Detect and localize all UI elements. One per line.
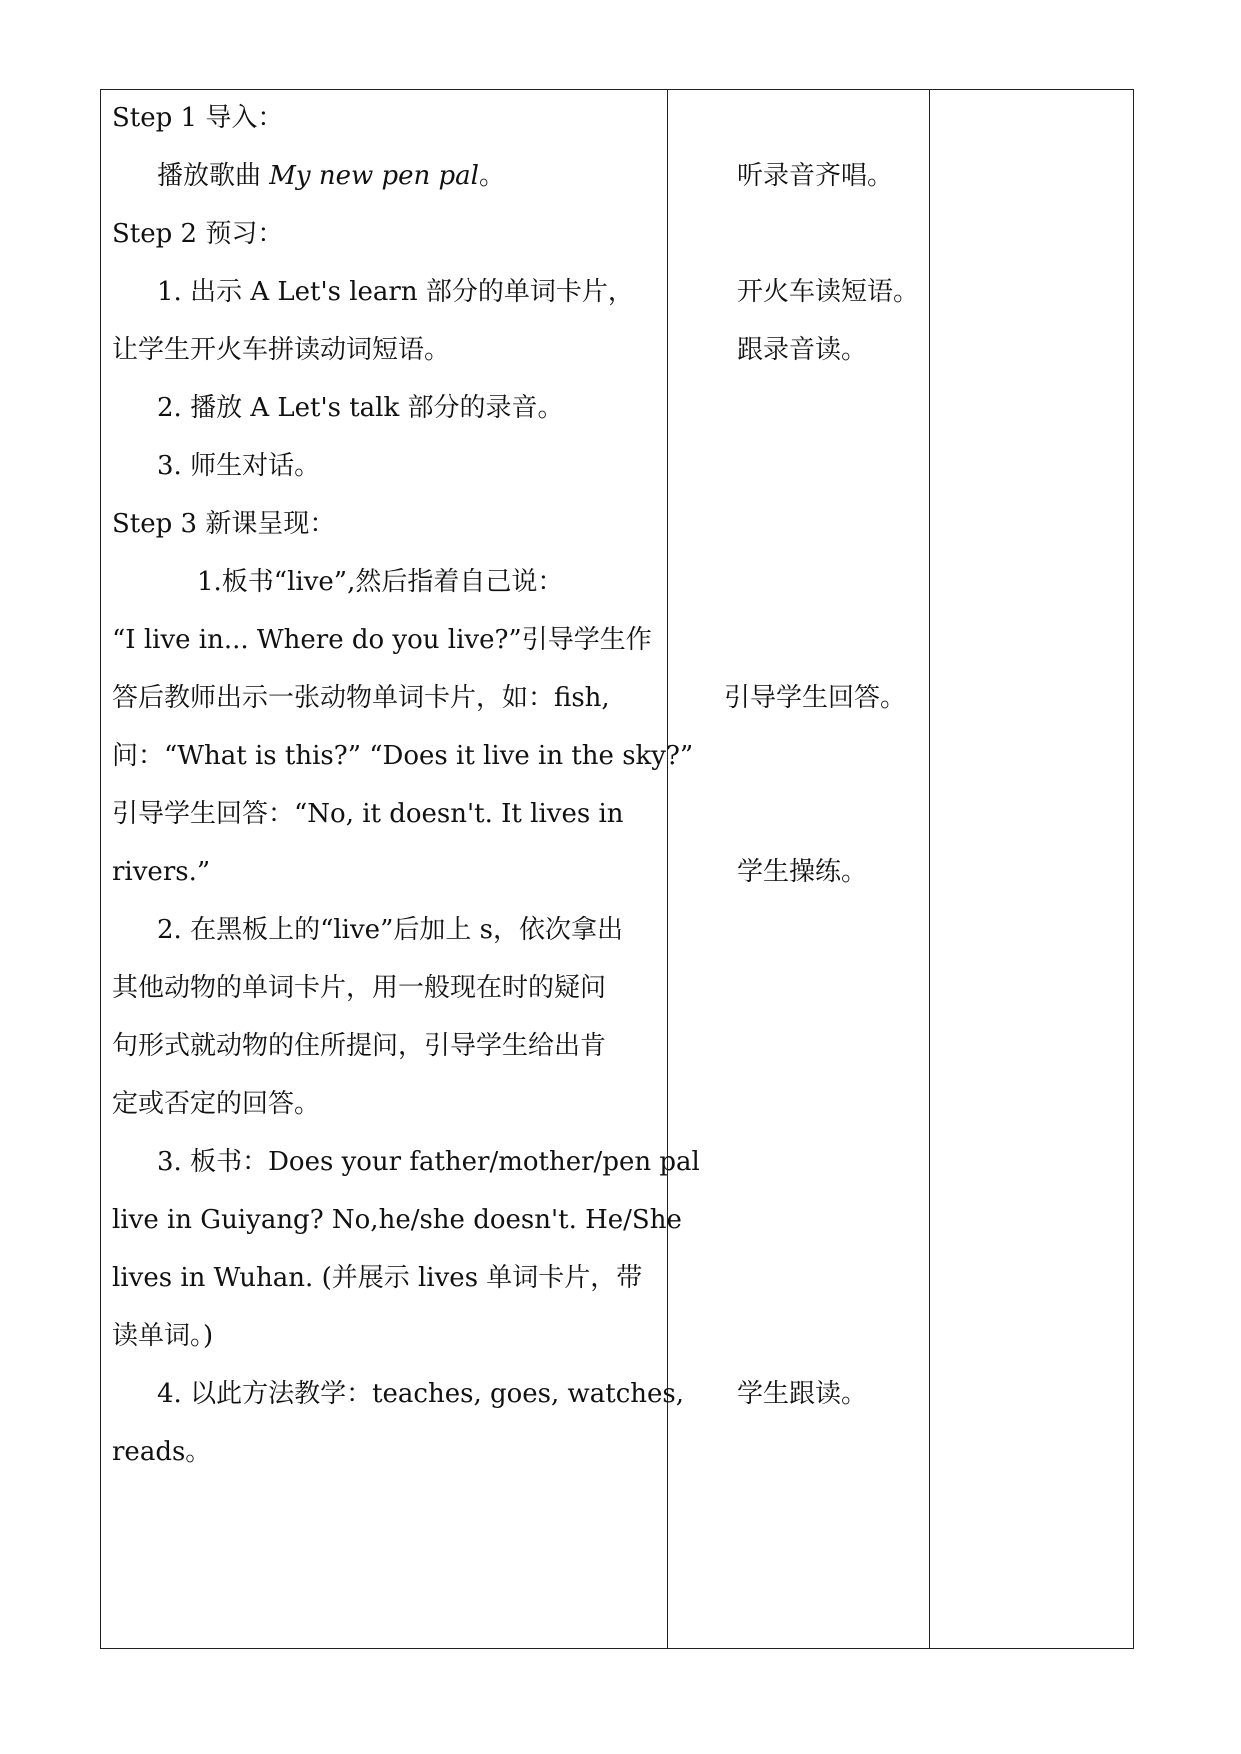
activity-sing-along: 听录音齐唱。 [737, 161, 894, 191]
step3-item3-line4: 读单词。) [112, 1321, 214, 1351]
step2-item1-line2: 让学生开火车拼读动词短语。 [112, 335, 451, 365]
song-title: My new pen pal [269, 161, 479, 191]
notes-cell [930, 90, 1134, 1649]
step2-item1-line1: 1. 出示 A Let's learn 部分的单词卡片， [157, 277, 634, 307]
step1-song-suffix: 。 [479, 161, 506, 191]
step2-item2: 2. 播放 A Let's talk 部分的录音。 [157, 393, 564, 423]
activity-practice: 学生操练。 [737, 857, 868, 887]
step3-item4-line1: 4. 以此方法教学：teaches, goes, watches, [157, 1379, 685, 1409]
step3-item3-line3: lives in Wuhan. (并展示 lives 单词卡片，带 [112, 1263, 643, 1293]
step1-title: Step 1 导入： [112, 103, 284, 133]
step3-item2-line1: 2. 在黑板上的“live”后加上 s，依次拿出 [157, 915, 623, 945]
step3-item2-line2: 其他动物的单词卡片，用一般现在时的疑问 [112, 973, 607, 1003]
step3-item3-line2: live in Guiyang? No,he/she doesn't. He/She [112, 1205, 682, 1235]
activity-guide-answer: 引导学生回答。 [724, 683, 907, 713]
step3-title: Step 3 新课呈现： [112, 509, 336, 539]
activity-read-phrases: 开火车读短语。 [737, 277, 920, 307]
activity-read-with-recording: 跟录音读。 [737, 335, 868, 365]
table-row [101, 90, 1134, 1649]
lesson-plan-table [100, 89, 1134, 1649]
step3-item1-line3: 答后教师出示一张动物单词卡片，如：fish, [112, 683, 610, 713]
step2-title: Step 2 预习： [112, 219, 284, 249]
step3-item4-line2: reads。 [112, 1437, 212, 1467]
step3-item1-line2: “I live in... Where do you live?”引导学生作 [112, 625, 652, 655]
student-activity-cell [668, 90, 930, 1649]
step3-item2-line4: 定或否定的回答。 [112, 1089, 321, 1119]
step1-song-prefix: 播放歌曲 [157, 161, 270, 191]
step3-item1-line1: 1.板书“live”,然后指着自己说： [197, 567, 564, 597]
teaching-procedure-cell [101, 90, 700, 1649]
activity-follow-read: 学生跟读。 [737, 1379, 868, 1409]
step1-song-line [157, 160, 505, 192]
step3-item1-line4: 问：“What is this?” “Does it live in the sky?” [112, 741, 694, 771]
step2-item3: 3. 师生对话。 [157, 451, 321, 481]
step3-item2-line3: 句形式就动物的住所提问，引导学生给出肯 [112, 1031, 607, 1061]
step3-item1-line5: 引导学生回答：“No, it doesn't. It lives in [112, 799, 624, 829]
step3-item3-line1: 3. 板书：Does your father/mother/pen pal [157, 1147, 700, 1177]
step3-item1-line6: rivers.” [112, 857, 211, 887]
